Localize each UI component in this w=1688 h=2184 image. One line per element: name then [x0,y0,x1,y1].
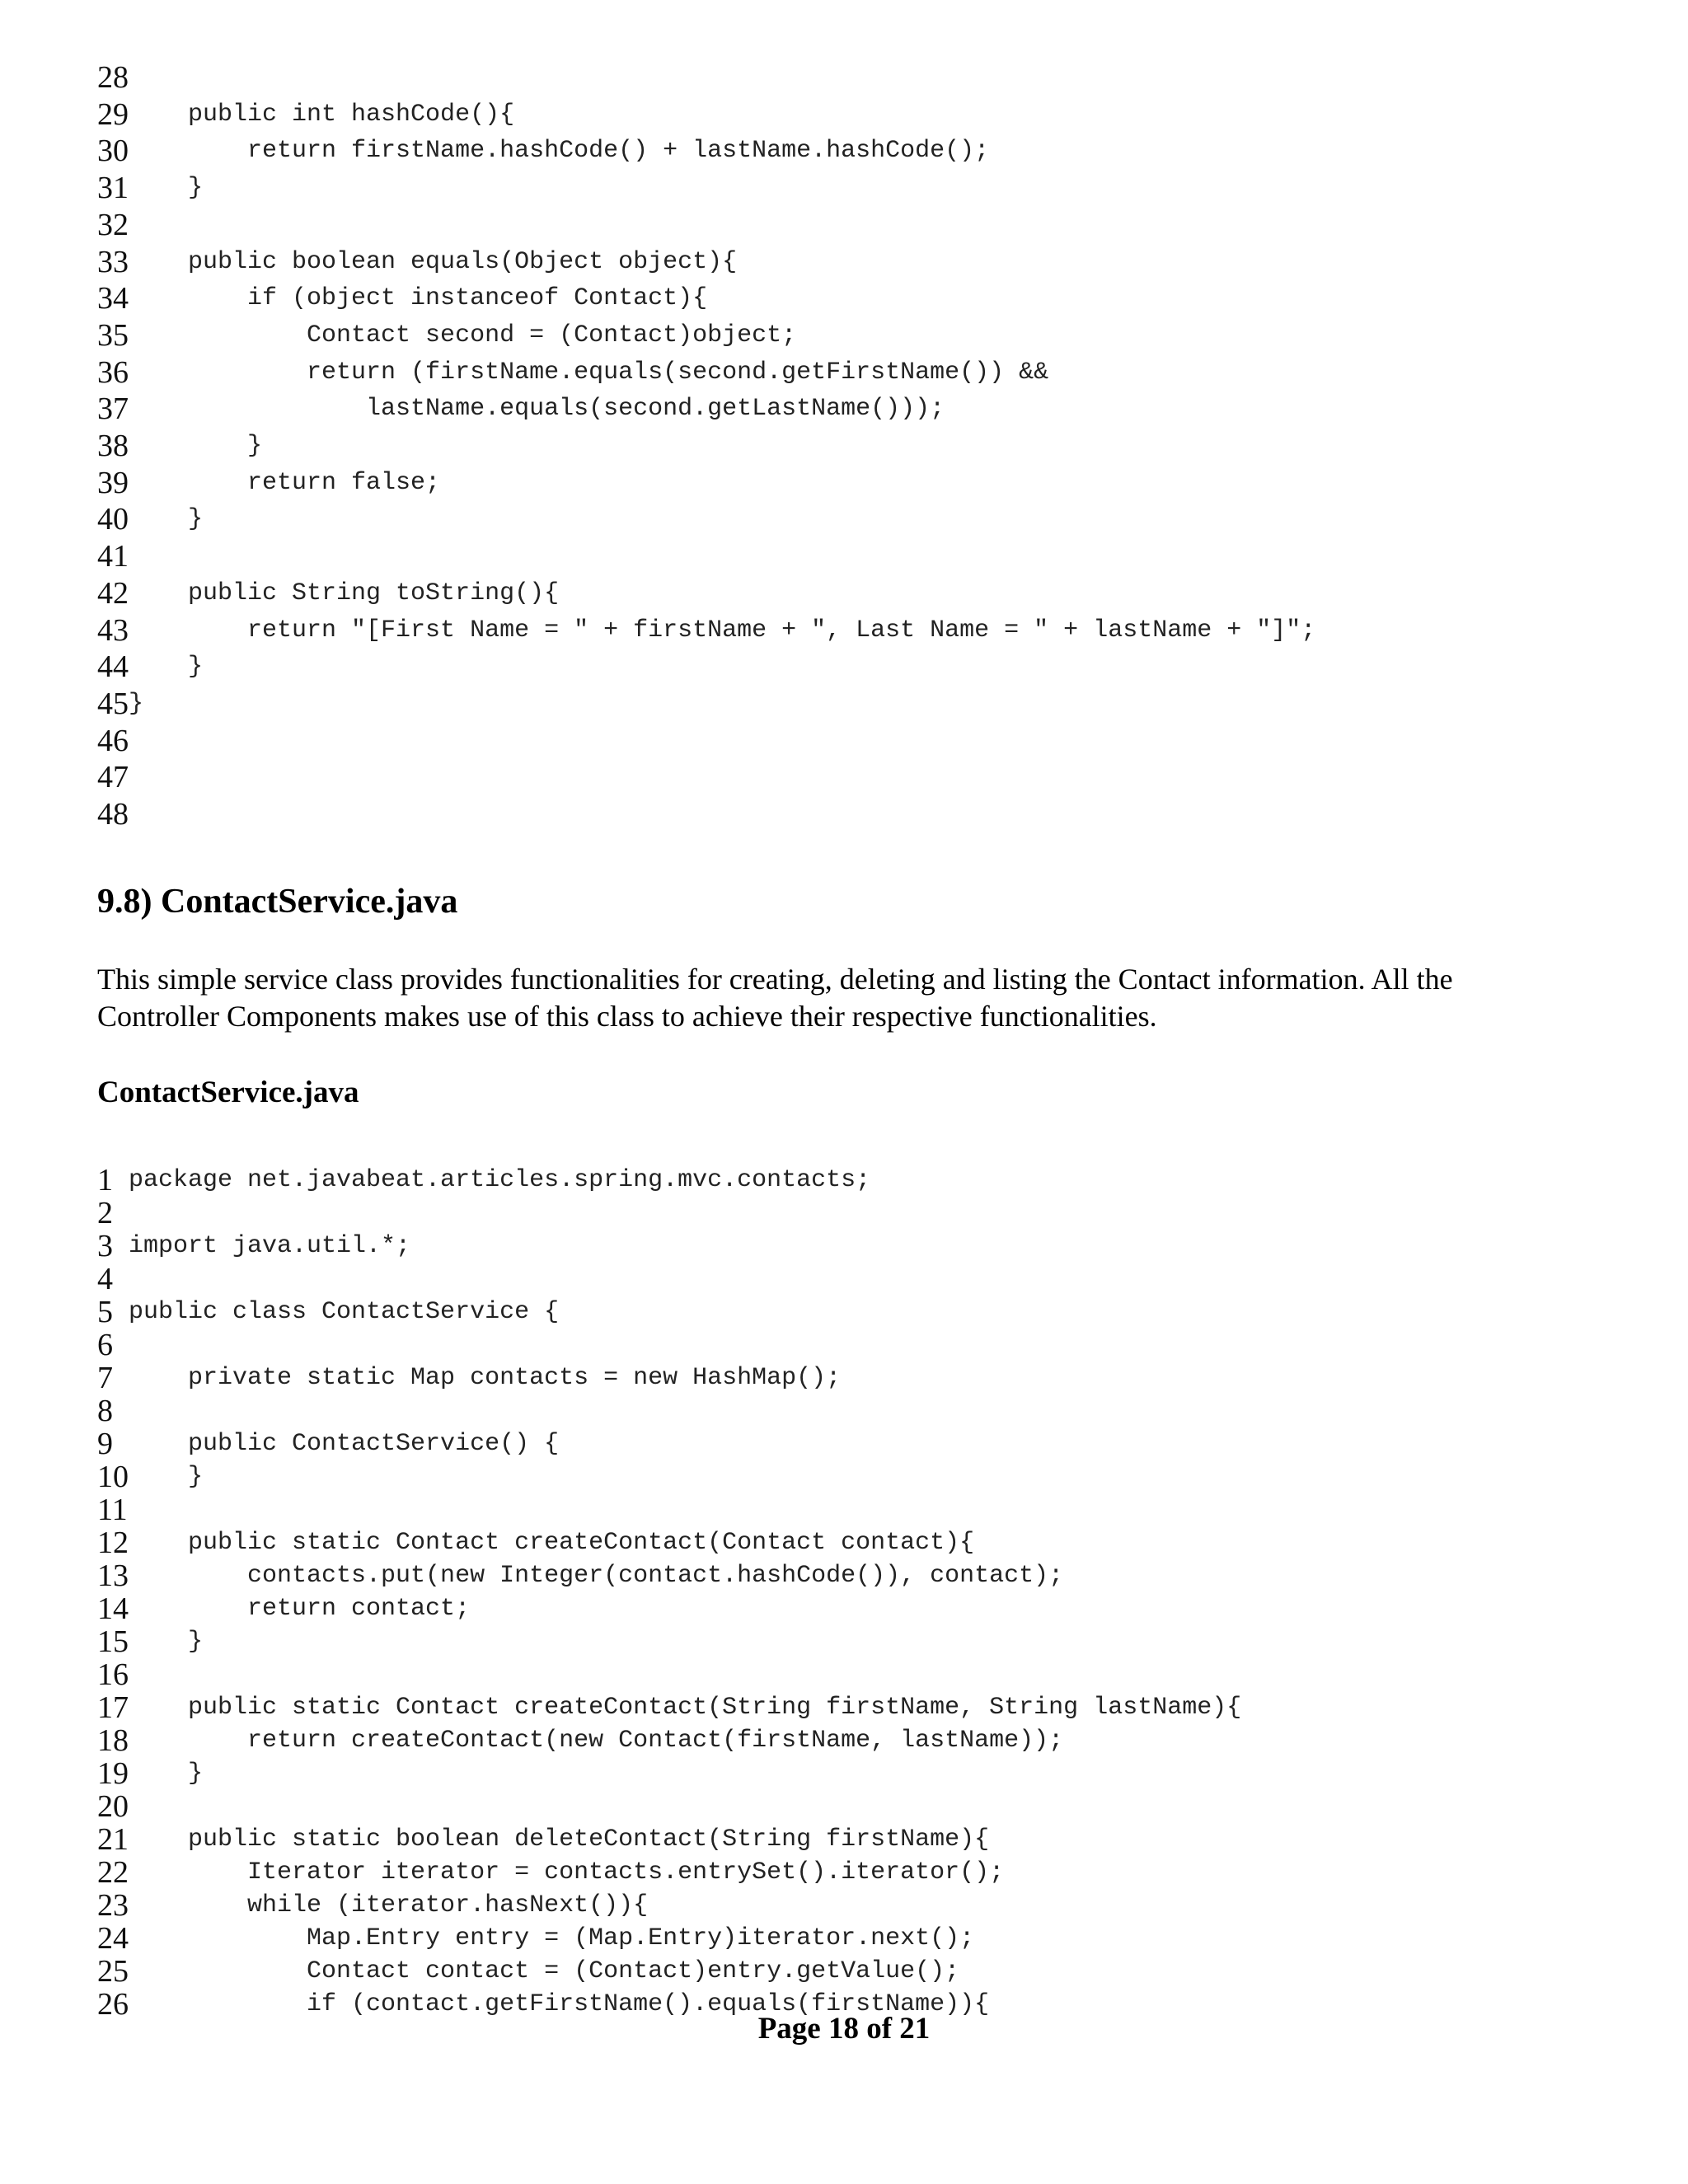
line-number: 39 [97,465,129,500]
line-number: 42 [97,575,129,611]
code-text: return "[First Name = " + firstName + ", Last Name = " + lastName + "]"; [129,616,1316,644]
code-text: package net.javabeat.articles.spring.mvc.contacts; [129,1166,871,1194]
code-text: contacts.put(new Integer(contact.hashCode()), contact); [129,1562,1064,1590]
line-number: 23 [97,1888,129,1923]
line-number: 7 [97,1361,113,1395]
code-text: import java.util.*; [129,1232,411,1260]
line-number: 20 [97,1789,129,1824]
line-number: 30 [97,134,129,169]
line-number: 9 [97,1427,113,1461]
code-text: public int hashCode(){ [129,100,515,129]
code-text: public static Contact createContact(Contact contact){ [129,1529,975,1557]
line-number: 16 [97,1657,129,1692]
code-text: public String toString(){ [129,579,560,607]
line-number: 40 [97,502,129,537]
line-number: 15 [97,1624,129,1659]
line-number: 10 [97,1460,129,1494]
code-text: } [129,1760,204,1788]
line-number: 5 [97,1295,113,1329]
line-number: 36 [97,354,129,390]
code-text: Contact contact = (Contact)entry.getValue(); [129,1957,960,1985]
code-text: private static Map contacts = new HashMap(); [129,1364,842,1392]
code-text: } [129,653,204,682]
line-number: 45 [97,686,129,721]
section-heading: 9.8) ContactService.java [97,883,458,921]
line-number: 37 [97,391,129,427]
code-text: return createContact(new Contact(firstName, lastName)); [129,1727,1064,1755]
code-text: } [129,1628,204,1656]
code-text: } [129,689,144,718]
line-number: 2 [97,1196,113,1230]
line-number: 41 [97,539,129,574]
line-number: 29 [97,96,129,132]
line-number: 28 [97,60,129,95]
line-number: 1 [97,1163,113,1197]
line-number: 47 [97,760,129,795]
line-number: 24 [97,1921,129,1956]
line-number: 34 [97,281,129,316]
listing-title: ContactService.java [97,1076,359,1109]
line-number: 19 [97,1756,129,1791]
code-text: public static boolean deleteContact(String firstName){ [129,1825,990,1854]
line-number: 32 [97,207,129,242]
line-number: 3 [97,1229,113,1263]
code-text: Iterator iterator = contacts.entrySet().iterator(); [129,1858,1005,1886]
code-text: public boolean equals(Object object){ [129,247,738,276]
line-number: 25 [97,1954,129,1989]
line-number: 35 [97,317,129,353]
line-number: 8 [97,1394,113,1428]
line-number: 46 [97,723,129,758]
line-number: 43 [97,612,129,648]
line-number: 26 [97,1987,129,2022]
code-text: lastName.equals(second.getLastName())); [129,395,945,424]
line-number: 18 [97,1723,129,1758]
code-text: public class ContactService { [129,1298,560,1326]
line-number: 12 [97,1526,129,1560]
line-number: 38 [97,429,129,463]
code-text: return (firstName.equals(second.getFirstName()) && [129,358,1049,387]
line-number: 11 [97,1493,128,1527]
code-text: while (iterator.hasNext()){ [129,1891,649,1919]
line-number: 4 [97,1262,113,1296]
code-text: Map.Entry entry = (Map.Entry)iterator.next(); [129,1924,975,1952]
code-text: Contact second = (Contact)object; [129,321,797,349]
code-text: } [129,432,263,460]
line-number: 48 [97,797,129,832]
code-text: return false; [129,468,441,497]
code-text: if (object instanceof Contact){ [129,284,708,313]
line-number: 21 [97,1822,129,1857]
line-number: 14 [97,1591,129,1626]
code-text: } [129,174,204,203]
code-text: public ContactService() { [129,1430,560,1458]
line-number: 6 [97,1328,113,1362]
code-text: if (contact.getFirstName().equals(firstName)){ [129,1990,990,2018]
line-number: 17 [97,1690,129,1725]
code-text: return contact; [129,1595,471,1623]
code-text: } [129,505,204,534]
line-number: 44 [97,649,129,685]
code-text: } [129,1463,204,1491]
page-number: Page 18 of 21 [757,2012,931,2046]
code-text: return firstName.hashCode() + lastName.hashCode(); [129,137,990,166]
section-paragraph: This simple service class provides functionalities for creating, deleting and listing the Contact information. All the Controller Components makes use of this class to achieve their respective functionalities. [97,963,1453,1033]
line-number: 33 [97,244,129,279]
line-number: 13 [97,1558,129,1593]
line-number: 31 [97,171,129,206]
line-number: 22 [97,1855,129,1890]
code-text: public static Contact createContact(String firstName, String lastName){ [129,1694,1242,1722]
